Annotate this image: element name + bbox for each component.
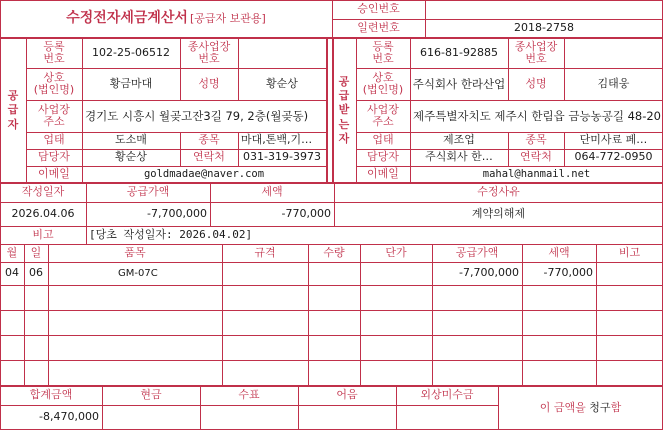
supplier-contact-label: 연락처 <box>193 150 225 164</box>
receiver-contact: 064-772-0950 <box>574 150 653 164</box>
items-header-day: 일 <box>30 245 42 259</box>
summary-supply: -7,700,000 <box>147 206 207 220</box>
supplier-rep-label: 성명 <box>198 76 220 90</box>
receiver-addr: 제주특별자치도 제주시 한림읍 금능농공길 48-20 <box>413 108 661 123</box>
claim-word: 청구 <box>589 400 611 414</box>
cash-amount <box>102 405 200 430</box>
supplier-biz: 도소매 <box>115 133 147 147</box>
approval-label: 승인번호 <box>357 2 400 16</box>
supplier-manager: 황순상 <box>115 150 147 164</box>
remark-value: [당초 작성일자: 2026.04.02] <box>89 227 253 241</box>
invoice-title-sub: [공급자 보관용] <box>189 11 266 25</box>
claim-suffix: 함 <box>610 400 622 414</box>
cash-label: 현금 <box>140 388 162 402</box>
invoice-title <box>0 0 332 38</box>
items-header-price: 단가 <box>385 245 407 259</box>
receiver-item: 단미사료 페… <box>579 133 648 147</box>
receiver-reg-no: 616-81-92885 <box>420 45 498 59</box>
receiver-biz: 제조업 <box>443 133 475 147</box>
item-remark <box>596 262 663 285</box>
supplier-reg-no: 102-25-06512 <box>92 45 170 59</box>
summary-date-label: 작성일자 <box>21 185 65 199</box>
item-day: 06 <box>29 266 43 280</box>
supplier-email: goldmadae@naver.com <box>143 167 265 180</box>
summary-date: 2026.04.06 <box>11 206 75 220</box>
receiver-rep-label: 성명 <box>525 76 547 90</box>
check-amount <box>200 405 298 430</box>
remark-label: 비고 <box>32 227 54 241</box>
supplier-branch-no <box>238 38 326 68</box>
summary-tax: -770,000 <box>281 206 331 220</box>
item-price <box>360 262 432 285</box>
item-supply: -7,700,000 <box>459 266 519 280</box>
credit-amount <box>396 405 498 430</box>
receiver-reg-label: 등록 번호 <box>372 39 394 65</box>
total-label: 합계금액 <box>29 388 73 402</box>
receiver-item-label: 종목 <box>525 133 547 147</box>
supplier-contact: 031-319-3973 <box>243 150 321 164</box>
summary-tax-label: 세액 <box>261 185 283 199</box>
supplier-section-label: 공 급 자 <box>7 89 19 131</box>
receiver-email-label: 이메일 <box>367 167 399 181</box>
supplier-biz-label: 업태 <box>43 133 65 147</box>
receiver-email: mahal@hanmail.net <box>482 167 591 180</box>
receiver-manager-label: 담당자 <box>367 150 399 164</box>
item-spec <box>222 262 308 285</box>
serial-value: 2018-2758 <box>514 21 574 35</box>
claim-prefix: 이 금액을 <box>539 400 586 414</box>
serial-label: 일련번호 <box>357 21 400 35</box>
check-label: 수표 <box>238 388 260 402</box>
claim-statement <box>498 386 663 430</box>
receiver-contact-label: 연락처 <box>520 150 552 164</box>
note-amount <box>298 405 396 430</box>
item-tax: -770,000 <box>543 266 593 280</box>
supplier-email-label: 이메일 <box>38 167 70 181</box>
items-header-month: 월 <box>6 245 18 259</box>
items-header-qty: 수량 <box>323 245 345 259</box>
supplier-item-label: 종목 <box>198 133 220 147</box>
summary-reason-label: 수정사유 <box>477 185 520 199</box>
total-amount: -8,470,000 <box>39 410 99 424</box>
items-header-remark: 비고 <box>618 245 641 259</box>
approval-value <box>425 0 663 19</box>
receiver-biz-label: 업태 <box>372 133 394 147</box>
receiver-branch-no <box>564 38 663 68</box>
note-label: 어음 <box>336 388 358 402</box>
receiver-section-label: 공 급 받 는 자 <box>338 75 350 145</box>
supplier-addr: 경기도 시흥시 월곶고잔3길 79, 2층(월곶동) <box>85 108 309 123</box>
items-header-tax: 세액 <box>548 245 570 259</box>
items-header-supply: 공급가액 <box>455 245 499 259</box>
receiver-name: 주식회사 한라산업 <box>412 76 506 91</box>
receiver-branch-label: 종사업장 번호 <box>514 39 558 65</box>
supplier-item: 마대,톤백,기… <box>241 133 313 147</box>
receiver-manager: 주식회사 한… <box>425 150 493 164</box>
items-header-item: 품목 <box>124 245 146 259</box>
summary-supply-label: 공급가액 <box>126 185 170 199</box>
supplier-name-label: 상호 (법인명) <box>33 70 75 96</box>
supplier-name: 황금마대 <box>109 76 153 90</box>
invoice-title-text: 수정전자세금계산서 <box>66 10 188 27</box>
supplier-rep: 황순상 <box>266 76 298 90</box>
credit-label: 외상미수금 <box>420 388 474 402</box>
receiver-name-label: 상호 (법인명) <box>362 70 404 96</box>
receiver-addr-label: 사업장 주소 <box>367 102 399 128</box>
supplier-addr-label: 사업장 주소 <box>38 102 70 128</box>
item-month: 04 <box>5 266 19 280</box>
receiver-rep: 김태웅 <box>597 76 630 90</box>
items-header-spec: 규격 <box>254 245 276 259</box>
supplier-reg-label: 등록 번호 <box>43 39 65 65</box>
supplier-manager-label: 담당자 <box>38 150 70 164</box>
summary-reason: 계약의해제 <box>471 206 526 220</box>
supplier-branch-label: 종사업장 번호 <box>187 39 231 65</box>
item-name: GM-07C <box>118 268 158 279</box>
item-qty <box>308 262 360 285</box>
